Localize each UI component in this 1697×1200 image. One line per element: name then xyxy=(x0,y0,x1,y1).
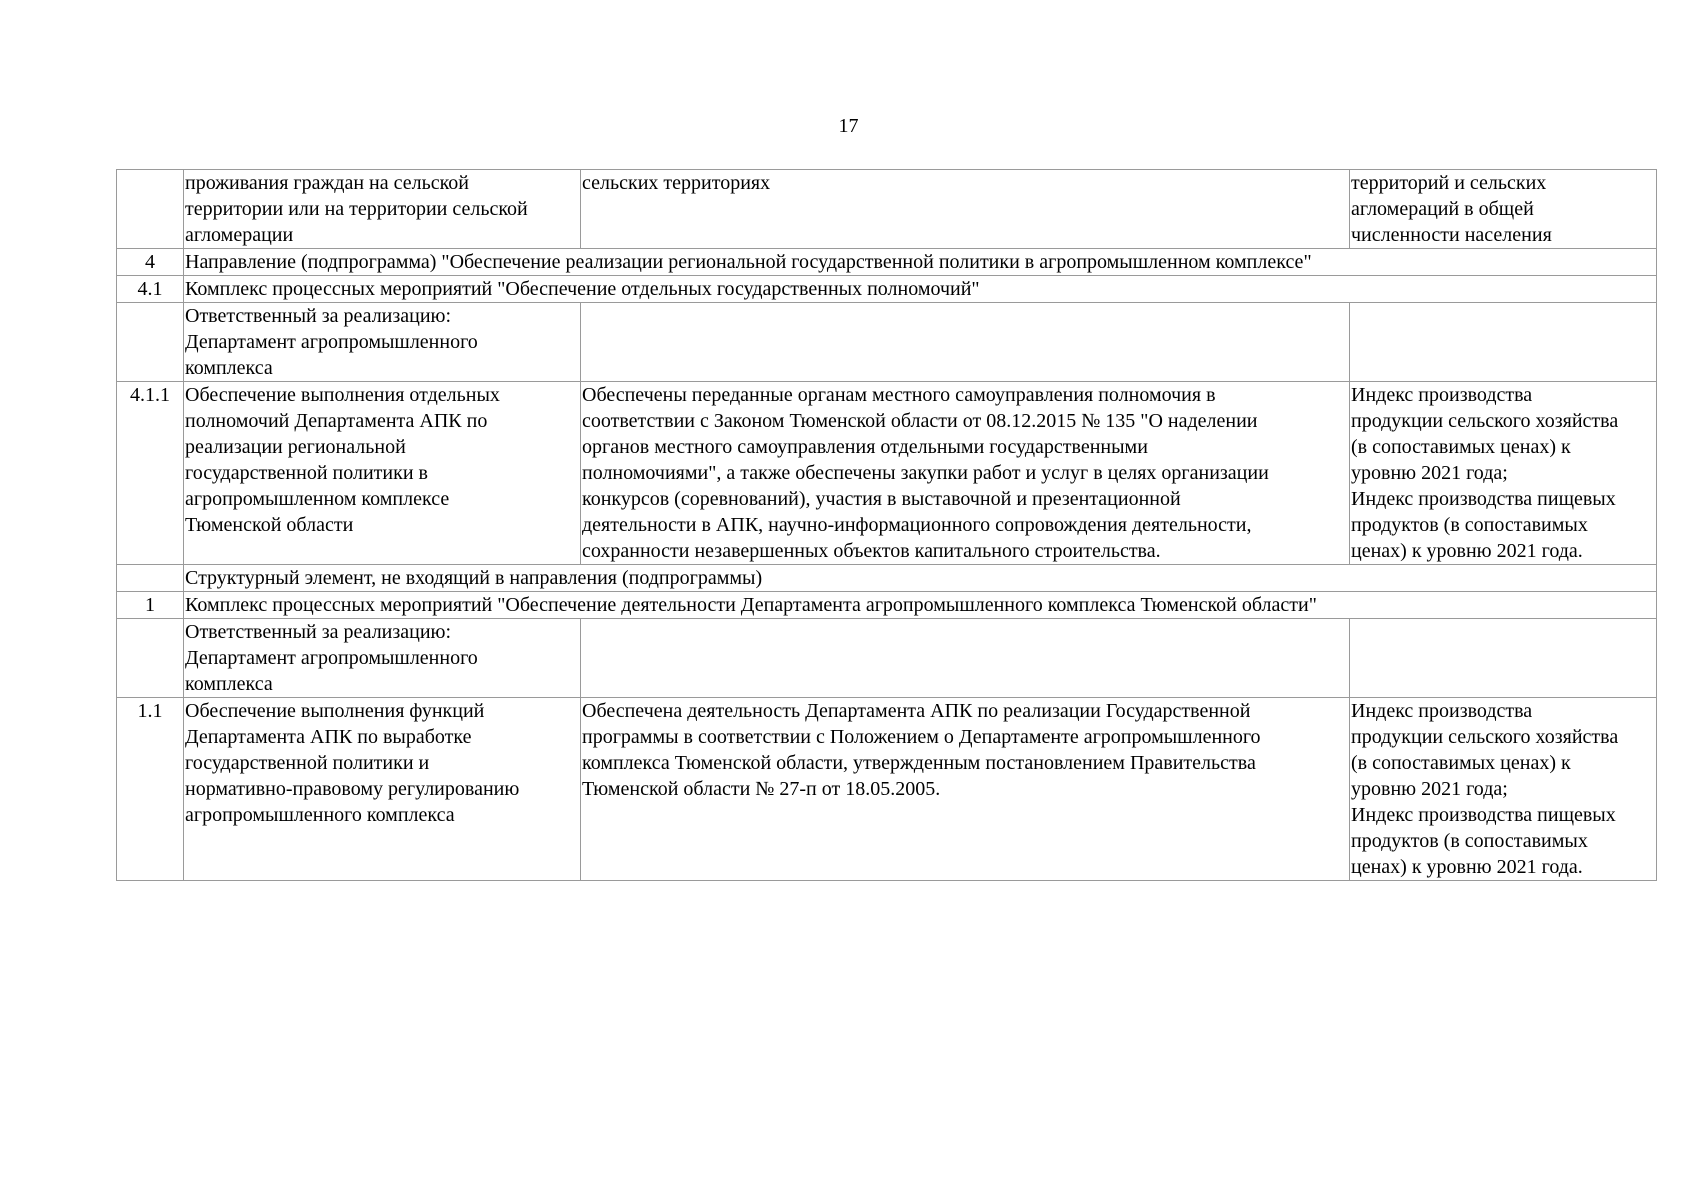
row-number xyxy=(117,619,184,698)
row-number: 4.1.1 xyxy=(117,382,184,565)
row-number xyxy=(117,565,184,592)
row-number xyxy=(117,170,184,249)
table-row xyxy=(117,619,1657,698)
row-number: 1.1 xyxy=(117,698,184,881)
section-title: Комплекс процессных мероприятий "Обеспечение отдельных государственных полномочий" xyxy=(184,276,1657,303)
expected-result: Обеспечена деятельность Департамента АПК по реализации Государственной программы в соответствии с Положением о Департаменте агропромышленного комплекса Тюменской области, утвержденным постановлением Правительства Тюменской области № 27-п от 18.05.2005. xyxy=(581,698,1350,881)
expected-result: Обеспечены переданные органам местного самоуправления полномочия в соответствии с Законом Тюменской области от 08.12.2015 № 135 "О наделении органов местного самоуправления отдельными государственными полномочиями", а также обеспечены закупки работ и услуг в целях организации конкурсов (соревнований), участия в выставочной и презентационной деятельности в АПК, научно-информационного сопровождения деятельности, сохранности незавершенных объектов капитального строительства. xyxy=(581,382,1350,565)
indicator xyxy=(1350,303,1657,382)
responsible-party: Ответственный за реализацию: Департамент агропромышленного комплекса xyxy=(184,303,581,382)
expected-result xyxy=(581,303,1350,382)
indicator xyxy=(1350,619,1657,698)
section-title: Комплекс процессных мероприятий "Обеспечение деятельности Департамента агропромышленного комплекса Тюменской области" xyxy=(184,592,1657,619)
expected-result xyxy=(581,619,1350,698)
task-name: Обеспечение выполнения отдельных полномочий Департамента АПК по реализации региональной государственной политики в агропромышленном комплексе Тюменской области xyxy=(184,382,581,565)
task-name: Обеспечение выполнения функций Департамента АПК по выработке государственной политики и нормативно-правовому регулированию агропромышленного комплекса xyxy=(184,698,581,881)
indicator: территорий и сельских агломераций в общей численности населения xyxy=(1350,170,1657,249)
indicator: Индекс производства продукции сельского хозяйства (в сопоставимых ценах) к уровню 2021 года; Индекс производства пищевых продуктов (в сопоставимых ценах) к уровню 2021 года. xyxy=(1350,382,1657,565)
row-number: 4.1 xyxy=(117,276,184,303)
table-row xyxy=(117,592,1657,619)
table-row xyxy=(117,565,1657,592)
table-row xyxy=(117,698,1657,881)
responsible-party: Ответственный за реализацию: Департамент агропромышленного комплекса xyxy=(184,619,581,698)
table-row xyxy=(117,170,1657,249)
row-number xyxy=(117,303,184,382)
table-row xyxy=(117,303,1657,382)
page-number: 17 xyxy=(838,115,859,137)
row-number: 4 xyxy=(117,249,184,276)
table-row xyxy=(117,276,1657,303)
indicator: Индекс производства продукции сельского хозяйства (в сопоставимых ценах) к уровню 2021 года; Индекс производства пищевых продуктов (в сопоставимых ценах) к уровню 2021 года. xyxy=(1350,698,1657,881)
program-table xyxy=(116,169,1657,881)
row-number: 1 xyxy=(117,592,184,619)
expected-result: сельских территориях xyxy=(581,170,1350,249)
table-row xyxy=(117,382,1657,565)
table-row xyxy=(117,249,1657,276)
section-title: Направление (подпрограмма) "Обеспечение реализации региональной государственной политики в агропромышленном комплексе" xyxy=(184,249,1657,276)
task-name: проживания граждан на сельской территории или на территории сельской агломерации xyxy=(184,170,581,249)
section-title: Структурный элемент, не входящий в направления (подпрограммы) xyxy=(184,565,1657,592)
